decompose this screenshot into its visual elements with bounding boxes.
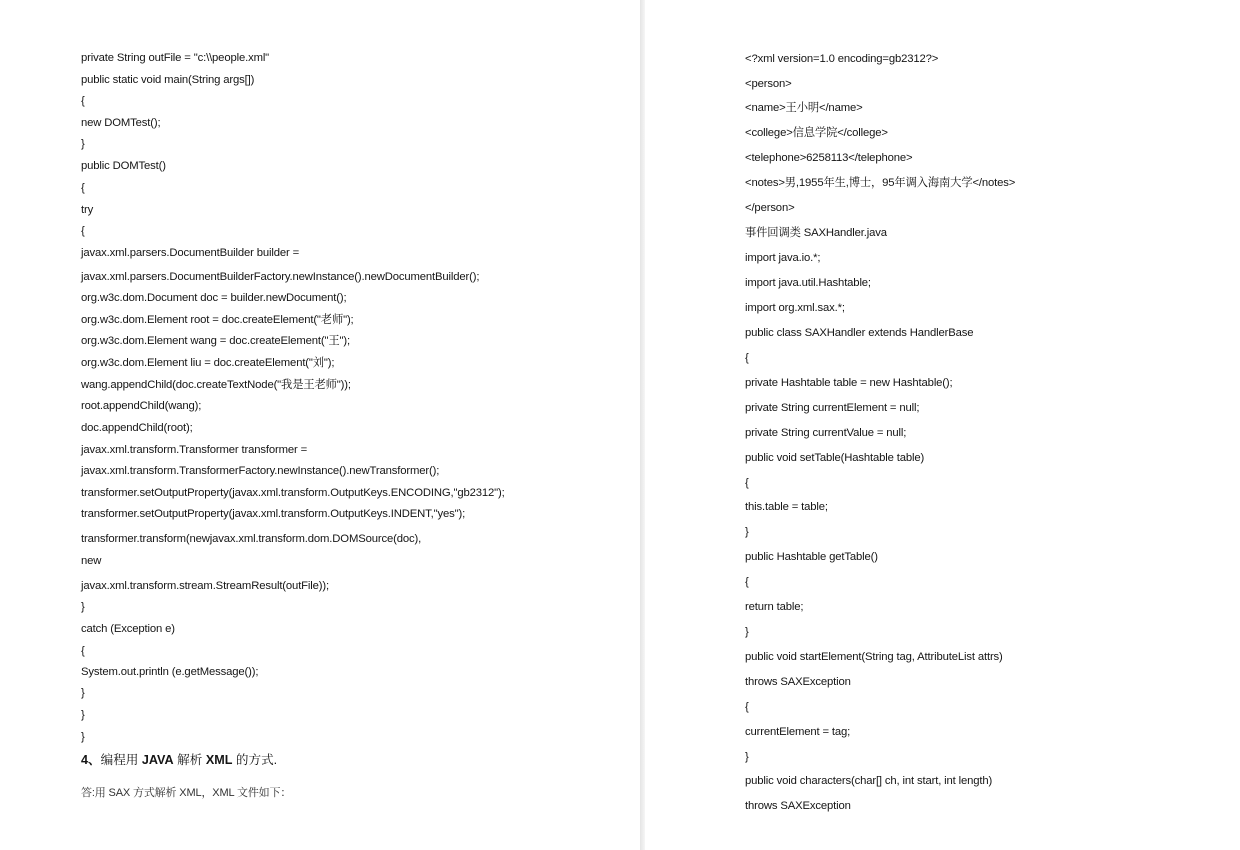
code-line: } [81,138,85,150]
code-line: <?xml version=1.0 encoding=gb2312?> [745,53,939,65]
code-line: javax.xml.parsers.DocumentBuilder builder = [81,247,300,259]
heading-bold-xml: XML [205,753,233,767]
code-line: root.appendChild(wang); [81,400,202,412]
code-line: public void characters(char[] ch, int start, int length) [745,775,993,787]
code-line: org.w3c.dom.Element root = doc.createElement("老师"); [81,314,354,326]
heading-bold-java: JAVA [141,753,174,767]
code-line: <college>信息学院</college> [745,127,888,139]
code-line: import java.util.Hashtable; [745,277,871,289]
heading-text: 的方式. [232,753,278,767]
code-line: <person> [745,78,792,90]
code-line: public class SAXHandler extends HandlerBase [745,327,974,339]
code-line: private String outFile = "c:\\people.xml" [81,52,270,64]
code-line: transformer.setOutputProperty(javax.xml.transform.OutputKeys.ENCODING,"gb2312"); [81,487,505,499]
code-line: private String currentElement = null; [745,402,920,414]
code-line: <notes>男,1955年生,博士，95年调入海南大学</notes> [745,177,1016,189]
code-line: new [81,555,102,567]
code-line: javax.xml.transform.TransformerFactory.newInstance().newTransformer(); [81,465,440,477]
document-page-right [645,0,1240,850]
code-line: <name>王小明</name> [745,102,863,114]
code-line: { [745,701,749,713]
code-line: public DOMTest() [81,160,166,172]
code-line: { [745,477,749,489]
code-line: org.w3c.dom.Element wang = doc.createElement("王"); [81,335,350,347]
code-line: System.out.println (e.getMessage()); [81,666,259,678]
code-line: public static void main(String args[]) [81,74,255,86]
code-line: { [81,225,85,237]
heading-number: 4、 [81,753,101,767]
heading-text: 编程用 [100,753,142,767]
code-line: public Hashtable getTable() [745,551,878,563]
code-line: } [745,751,749,763]
heading-text: 解析 [173,753,206,767]
code-line: private String currentValue = null; [745,427,907,439]
code-line: wang.appendChild(doc.createTextNode("我是王老师")); [81,379,351,391]
code-line: javax.xml.parsers.DocumentBuilderFactory.newInstance().newDocumentBuilder(); [81,271,480,283]
code-line: } [745,626,749,638]
code-line: doc.appendChild(root); [81,422,193,434]
code-line: } [81,687,85,699]
code-line: public void setTable(Hashtable table) [745,452,925,464]
code-line: { [81,182,85,194]
code-line: throws SAXException [745,800,851,812]
code-line: currentElement = tag; [745,726,851,738]
code-line: { [745,576,749,588]
code-line: this.table = table; [745,501,828,513]
code-line: } [81,709,85,721]
code-line: transformer.transform(newjavax.xml.transform.dom.DOMSource(doc), [81,533,422,545]
code-line: throws SAXException [745,676,851,688]
code-line: try [81,204,94,216]
code-line: <telephone>6258113</telephone> [745,152,913,164]
code-line: javax.xml.transform.stream.StreamResult(outFile)); [81,580,329,592]
code-line: } [81,601,85,613]
code-line: 事件回调类 SAXHandler.java [745,227,887,239]
answer-text: 答:用 SAX 方式解析 XML，XML 文件如下： [81,787,292,799]
code-line: } [745,526,749,538]
code-line: new DOMTest(); [81,117,161,129]
code-line: import java.io.*; [745,252,821,264]
code-line: { [81,645,85,657]
code-line: { [745,352,749,364]
code-line: } [81,731,85,743]
code-line: transformer.setOutputProperty(javax.xml.transform.OutputKeys.INDENT,"yes"); [81,508,466,520]
code-line: { [81,95,85,107]
section-heading [81,753,277,767]
code-line: javax.xml.transform.Transformer transformer = [81,444,308,456]
code-line: catch (Exception e) [81,623,175,635]
code-line: </person> [745,202,795,214]
code-line: import org.xml.sax.*; [745,302,845,314]
code-line: org.w3c.dom.Document doc = builder.newDocument(); [81,292,347,304]
code-line: org.w3c.dom.Element liu = doc.createElement("刘"); [81,357,335,369]
code-line: private Hashtable table = new Hashtable(); [745,377,953,389]
code-line: return table; [745,601,804,613]
code-line: public void startElement(String tag, AttributeList attrs) [745,651,1003,663]
